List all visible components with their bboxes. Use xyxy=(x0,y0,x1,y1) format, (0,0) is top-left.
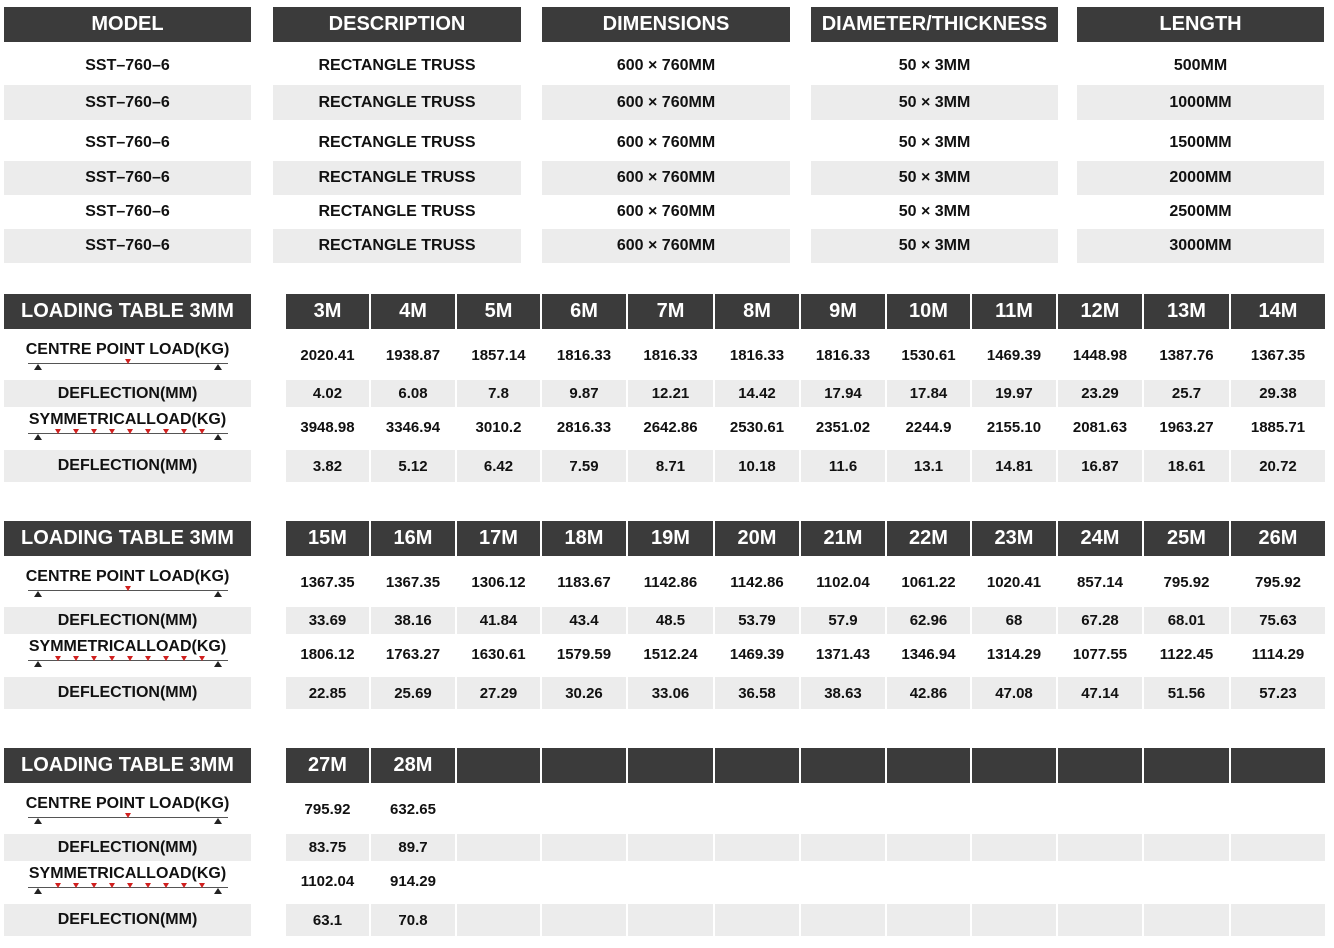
load-value-cell: 25.7 xyxy=(1144,380,1229,407)
load-value-cell: 38.63 xyxy=(801,677,885,709)
table-cell: 500MM xyxy=(1173,57,1228,74)
table-cell: RECTANGLE TRUSS xyxy=(318,57,476,74)
load-value-cell: 1346.94 xyxy=(901,645,956,663)
span-header: 22M xyxy=(887,521,970,556)
row-label xyxy=(4,793,251,826)
load-value-cell xyxy=(457,834,540,861)
column-header: DESCRIPTION xyxy=(273,7,521,42)
load-value-cell: 33.06 xyxy=(628,677,713,709)
point-load-diagram-icon xyxy=(28,587,228,597)
span-header: 6M xyxy=(542,294,626,329)
row-label-text: DEFLECTION(MM) xyxy=(57,911,198,928)
load-arrow-icon xyxy=(127,883,133,888)
load-value-cell xyxy=(887,834,970,861)
load-value-cell: 1102.04 xyxy=(816,574,870,591)
load-arrow-icon xyxy=(199,883,205,888)
load-arrow-icon xyxy=(73,429,79,434)
load-value-cell: 33.69 xyxy=(286,607,369,634)
table-cell: 50 × 3MM xyxy=(811,85,1058,120)
support-icon xyxy=(214,434,222,440)
row-label-text: SYMMETRICALLOAD(KG) xyxy=(28,865,227,882)
load-value-cell xyxy=(542,834,626,861)
load-value-cell xyxy=(715,904,799,936)
load-value-cell xyxy=(972,904,1056,936)
load-value-cell: 2530.61 xyxy=(729,418,785,436)
row-label xyxy=(4,566,251,599)
load-value-cell xyxy=(715,793,799,826)
load-value-cell xyxy=(628,863,713,899)
load-value-cell: 89.7 xyxy=(371,834,455,861)
load-value-cell xyxy=(1144,793,1229,826)
load-arrow-icon xyxy=(125,359,131,364)
table-cell: 600 × 760MM xyxy=(542,85,790,120)
loading-table xyxy=(0,294,1334,494)
load-arrow-icon xyxy=(199,656,205,661)
load-value-cell: 1387.76 xyxy=(1159,347,1214,364)
load-arrow-icon xyxy=(145,656,151,661)
span-header xyxy=(715,748,799,783)
row-label xyxy=(4,863,251,899)
load-value-cell: 1367.35 xyxy=(1250,347,1306,364)
load-value-cell: 14.42 xyxy=(715,380,799,407)
load-value-cell: 8.71 xyxy=(628,450,713,482)
load-value-cell: 1938.87 xyxy=(385,347,441,364)
load-value-cell: 1114.29 xyxy=(1251,645,1305,663)
support-icon xyxy=(34,661,42,667)
load-value-cell: 13.1 xyxy=(887,450,970,482)
load-value-cell xyxy=(1058,904,1142,936)
table-cell: 50 × 3MM xyxy=(811,229,1058,263)
load-value-cell xyxy=(972,793,1056,826)
load-value-cell xyxy=(542,904,626,936)
load-value-cell: 2081.63 xyxy=(1072,418,1128,436)
support-icon xyxy=(34,364,42,370)
span-header: 15M xyxy=(286,521,369,556)
load-value-cell: 75.63 xyxy=(1231,607,1325,634)
load-arrow-icon xyxy=(125,586,131,591)
load-value-cell xyxy=(715,834,799,861)
row-label-text: DEFLECTION(MM) xyxy=(57,457,198,474)
load-value-cell xyxy=(887,793,970,826)
load-value-cell: 2244.9 xyxy=(905,418,952,436)
load-value-cell xyxy=(1231,793,1325,826)
span-header: 11M xyxy=(972,294,1056,329)
table-cell: 50 × 3MM xyxy=(898,202,971,220)
load-value-cell: 20.72 xyxy=(1231,450,1325,482)
load-value-cell: 1183.67 xyxy=(557,574,611,591)
load-value-cell: 795.92 xyxy=(1255,574,1301,591)
span-header xyxy=(1144,748,1229,783)
load-value-cell xyxy=(1144,834,1229,861)
support-icon xyxy=(214,888,222,894)
row-label xyxy=(4,450,251,482)
span-header: 17M xyxy=(457,521,540,556)
load-value-cell: 68.01 xyxy=(1144,607,1229,634)
load-value-cell: 1102.04 xyxy=(300,872,355,890)
table-cell: 50 × 3MM xyxy=(898,57,971,74)
load-value-cell xyxy=(1231,834,1325,861)
support-icon xyxy=(214,591,222,597)
load-value-cell: 1306.12 xyxy=(471,574,526,591)
load-arrow-icon xyxy=(109,429,115,434)
table-cell: SST–760–6 xyxy=(85,57,170,74)
load-value-cell xyxy=(1231,863,1325,899)
load-value-cell: 1579.59 xyxy=(556,645,612,663)
span-header: 8M xyxy=(715,294,799,329)
table-cell: SST–760–6 xyxy=(85,133,170,151)
loading-table-title: LOADING TABLE 3MM xyxy=(4,294,251,329)
load-value-cell: 16.87 xyxy=(1058,450,1142,482)
load-value-cell: 3346.94 xyxy=(385,418,441,436)
load-value-cell: 1816.33 xyxy=(643,347,698,364)
load-value-cell: 48.5 xyxy=(628,607,713,634)
load-value-cell: 62.96 xyxy=(887,607,970,634)
table-cell: 50 × 3MM xyxy=(811,161,1058,195)
load-value-cell: 795.92 xyxy=(304,801,351,818)
support-icon xyxy=(214,818,222,824)
load-value-cell: 6.08 xyxy=(371,380,455,407)
load-value-cell xyxy=(1058,863,1142,899)
row-label xyxy=(4,677,251,709)
load-arrow-icon xyxy=(163,883,169,888)
load-arrow-icon xyxy=(109,883,115,888)
load-value-cell: 1061.22 xyxy=(901,574,956,591)
column-header: MODEL xyxy=(4,7,251,42)
load-value-cell xyxy=(457,863,540,899)
load-value-cell: 17.94 xyxy=(801,380,885,407)
load-value-cell: 1469.39 xyxy=(986,347,1042,364)
load-value-cell: 70.8 xyxy=(371,904,455,936)
load-value-cell: 51.56 xyxy=(1144,677,1229,709)
load-value-cell: 10.18 xyxy=(715,450,799,482)
load-value-cell: 22.85 xyxy=(286,677,369,709)
distributed-load-diagram-icon xyxy=(28,430,228,440)
row-label-text: DEFLECTION(MM) xyxy=(57,384,198,402)
load-value-cell: 57.23 xyxy=(1231,677,1325,709)
load-value-cell: 2155.10 xyxy=(986,418,1042,436)
load-value-cell: 6.42 xyxy=(457,450,540,482)
row-label-text: CENTRE POINT LOAD(KG) xyxy=(25,568,230,585)
span-header xyxy=(801,748,885,783)
span-header: 20M xyxy=(715,521,799,556)
load-value-cell: 23.29 xyxy=(1058,380,1142,407)
load-value-cell: 42.86 xyxy=(887,677,970,709)
load-value-cell: 4.02 xyxy=(286,380,369,407)
row-label-text: DEFLECTION(MM) xyxy=(57,838,198,856)
load-arrow-icon xyxy=(91,656,97,661)
load-value-cell: 1448.98 xyxy=(1072,347,1128,364)
load-value-cell xyxy=(1144,904,1229,936)
load-arrow-icon xyxy=(181,429,187,434)
loading-table xyxy=(0,521,1334,721)
load-value-cell: 1020.41 xyxy=(986,574,1042,591)
load-value-cell: 1314.29 xyxy=(986,645,1042,663)
load-value-cell: 1816.33 xyxy=(729,347,785,364)
load-arrow-icon xyxy=(55,883,61,888)
load-value-cell: 2642.86 xyxy=(643,418,698,436)
table-cell: RECTANGLE TRUSS xyxy=(273,229,521,263)
table-cell: 3000MM xyxy=(1077,229,1324,263)
load-value-cell: 1142.86 xyxy=(730,574,784,591)
support-icon xyxy=(34,818,42,824)
table-cell: 1500MM xyxy=(1169,133,1232,151)
load-value-cell: 1367.35 xyxy=(385,574,441,591)
table-cell: 600 × 760MM xyxy=(616,202,716,220)
load-arrow-icon xyxy=(125,813,131,818)
load-value-cell: 53.79 xyxy=(715,607,799,634)
load-value-cell xyxy=(628,904,713,936)
span-header xyxy=(972,748,1056,783)
load-value-cell: 1763.27 xyxy=(385,645,441,663)
load-arrow-icon xyxy=(199,429,205,434)
load-value-cell: 7.8 xyxy=(457,380,540,407)
load-value-cell: 1122.45 xyxy=(1159,645,1214,663)
load-value-cell xyxy=(715,863,799,899)
loading-table-title: LOADING TABLE 3MM xyxy=(4,748,251,783)
span-header: 23M xyxy=(972,521,1056,556)
load-value-cell: 29.38 xyxy=(1231,380,1325,407)
load-value-cell: 57.9 xyxy=(801,607,885,634)
load-value-cell xyxy=(801,904,885,936)
load-value-cell: 1371.43 xyxy=(815,645,871,663)
table-cell: SST–760–6 xyxy=(4,161,251,195)
span-header xyxy=(887,748,970,783)
load-value-cell: 27.29 xyxy=(457,677,540,709)
load-arrow-icon xyxy=(181,656,187,661)
load-value-cell xyxy=(1231,904,1325,936)
load-value-cell xyxy=(628,793,713,826)
load-arrow-icon xyxy=(91,429,97,434)
load-value-cell xyxy=(972,863,1056,899)
load-value-cell: 5.12 xyxy=(371,450,455,482)
row-label xyxy=(4,904,251,936)
load-value-cell: 1530.61 xyxy=(901,347,956,364)
load-value-cell xyxy=(1058,834,1142,861)
load-value-cell: 795.92 xyxy=(1163,574,1210,591)
row-label xyxy=(4,409,251,445)
load-value-cell: 1512.24 xyxy=(643,645,698,663)
load-value-cell: 1806.12 xyxy=(300,645,355,663)
span-header: 27M xyxy=(286,748,369,783)
load-value-cell: 11.6 xyxy=(801,450,885,482)
load-value-cell xyxy=(972,834,1056,861)
span-header: 12M xyxy=(1058,294,1142,329)
table-cell: 50 × 3MM xyxy=(898,133,971,151)
load-value-cell: 1367.35 xyxy=(300,574,355,591)
span-header: 16M xyxy=(371,521,455,556)
distributed-load-diagram-icon xyxy=(28,884,228,894)
load-value-cell: 25.69 xyxy=(371,677,455,709)
load-value-cell: 1963.27 xyxy=(1159,418,1214,436)
table-cell: RECTANGLE TRUSS xyxy=(318,202,476,220)
load-value-cell xyxy=(457,904,540,936)
table-cell: SST–760–6 xyxy=(85,202,170,220)
load-value-cell xyxy=(887,904,970,936)
load-arrow-icon xyxy=(73,883,79,888)
span-header: 4M xyxy=(371,294,455,329)
load-value-cell: 2816.33 xyxy=(556,418,612,436)
row-label-text: SYMMETRICALLOAD(KG) xyxy=(28,411,227,428)
load-arrow-icon xyxy=(181,883,187,888)
load-value-cell: 38.16 xyxy=(371,607,455,634)
span-header xyxy=(1058,748,1142,783)
span-header: 10M xyxy=(887,294,970,329)
load-value-cell: 68 xyxy=(972,607,1056,634)
load-arrow-icon xyxy=(55,656,61,661)
table-cell: 600 × 760MM xyxy=(616,133,716,151)
span-header: 5M xyxy=(457,294,540,329)
row-label xyxy=(4,636,251,672)
support-icon xyxy=(34,434,42,440)
row-label-text: CENTRE POINT LOAD(KG) xyxy=(25,795,230,812)
load-value-cell: 1816.33 xyxy=(556,347,612,364)
support-icon xyxy=(34,591,42,597)
support-icon xyxy=(34,888,42,894)
load-value-cell xyxy=(1144,863,1229,899)
load-value-cell xyxy=(1058,793,1142,826)
span-header: 25M xyxy=(1144,521,1229,556)
load-value-cell: 1630.61 xyxy=(471,645,526,663)
load-value-cell: 63.1 xyxy=(286,904,369,936)
point-load-diagram-icon xyxy=(28,360,228,370)
load-arrow-icon xyxy=(163,429,169,434)
load-arrow-icon xyxy=(145,883,151,888)
row-label-text: CENTRE POINT LOAD(KG) xyxy=(25,341,230,358)
load-value-cell: 632.65 xyxy=(390,801,436,818)
load-value-cell: 19.97 xyxy=(972,380,1056,407)
load-arrow-icon xyxy=(73,656,79,661)
load-value-cell xyxy=(457,793,540,826)
support-icon xyxy=(214,661,222,667)
span-header: 28M xyxy=(371,748,455,783)
load-value-cell: 18.61 xyxy=(1144,450,1229,482)
span-header: 19M xyxy=(628,521,713,556)
load-arrow-icon xyxy=(55,429,61,434)
span-header: 14M xyxy=(1231,294,1325,329)
load-value-cell: 43.4 xyxy=(542,607,626,634)
table-cell: RECTANGLE TRUSS xyxy=(273,85,521,120)
table-cell: SST–760–6 xyxy=(4,85,251,120)
row-label xyxy=(4,834,251,861)
span-header xyxy=(542,748,626,783)
column-header: DIMENSIONS xyxy=(542,7,790,42)
table-cell: 600 × 760MM xyxy=(616,57,716,74)
load-value-cell: 17.84 xyxy=(887,380,970,407)
row-label-text: DEFLECTION(MM) xyxy=(57,684,198,701)
span-header: 26M xyxy=(1231,521,1325,556)
load-arrow-icon xyxy=(127,429,133,434)
load-arrow-icon xyxy=(145,429,151,434)
load-value-cell: 1077.55 xyxy=(1072,645,1128,663)
load-value-cell: 30.26 xyxy=(542,677,626,709)
span-header xyxy=(457,748,540,783)
load-value-cell xyxy=(628,834,713,861)
row-label xyxy=(4,339,251,372)
load-value-cell: 47.08 xyxy=(972,677,1056,709)
load-value-cell: 1857.14 xyxy=(471,347,526,364)
load-arrow-icon xyxy=(109,656,115,661)
table-cell: 2500MM xyxy=(1169,202,1232,220)
distributed-load-diagram-icon xyxy=(28,657,228,667)
loading-table xyxy=(0,748,1334,948)
load-arrow-icon xyxy=(127,656,133,661)
span-header xyxy=(1231,748,1325,783)
load-value-cell xyxy=(801,863,885,899)
column-header: LENGTH xyxy=(1077,7,1324,42)
span-header: 13M xyxy=(1144,294,1229,329)
table-cell: 600 × 760MM xyxy=(542,229,790,263)
table-cell: RECTANGLE TRUSS xyxy=(318,133,476,151)
support-icon xyxy=(214,364,222,370)
load-value-cell xyxy=(542,793,626,826)
load-value-cell: 3948.98 xyxy=(300,418,355,436)
span-header: 18M xyxy=(542,521,626,556)
row-label-text: SYMMETRICALLOAD(KG) xyxy=(28,638,227,655)
load-value-cell: 83.75 xyxy=(286,834,369,861)
load-value-cell: 2020.41 xyxy=(300,347,355,364)
span-header: 7M xyxy=(628,294,713,329)
load-arrow-icon xyxy=(91,883,97,888)
span-header: 21M xyxy=(801,521,885,556)
load-value-cell: 1469.39 xyxy=(729,645,785,663)
table-cell: RECTANGLE TRUSS xyxy=(273,161,521,195)
span-header xyxy=(628,748,713,783)
load-value-cell: 67.28 xyxy=(1058,607,1142,634)
load-value-cell: 47.14 xyxy=(1058,677,1142,709)
load-value-cell: 12.21 xyxy=(628,380,713,407)
load-value-cell: 36.58 xyxy=(715,677,799,709)
table-cell: SST–760–6 xyxy=(4,229,251,263)
load-arrow-icon xyxy=(163,656,169,661)
span-header: 3M xyxy=(286,294,369,329)
table-cell: 2000MM xyxy=(1077,161,1324,195)
column-header: DIAMETER/THICKNESS xyxy=(811,7,1058,42)
load-value-cell xyxy=(542,863,626,899)
load-value-cell: 14.81 xyxy=(972,450,1056,482)
load-value-cell: 1142.86 xyxy=(643,574,698,591)
point-load-diagram-icon xyxy=(28,814,228,824)
loading-table-title: LOADING TABLE 3MM xyxy=(4,521,251,556)
load-value-cell: 9.87 xyxy=(542,380,626,407)
load-value-cell xyxy=(887,863,970,899)
load-value-cell: 857.14 xyxy=(1077,574,1123,591)
load-value-cell xyxy=(801,793,885,826)
product-spec-table xyxy=(0,0,1334,270)
load-value-cell: 7.59 xyxy=(542,450,626,482)
load-value-cell: 41.84 xyxy=(457,607,540,634)
load-value-cell xyxy=(801,834,885,861)
load-value-cell: 914.29 xyxy=(390,872,436,890)
load-value-cell: 2351.02 xyxy=(815,418,871,436)
table-cell: 600 × 760MM xyxy=(542,161,790,195)
load-value-cell: 1816.33 xyxy=(815,347,871,364)
load-value-cell: 3010.2 xyxy=(475,418,522,436)
load-value-cell: 1885.71 xyxy=(1250,418,1306,436)
load-value-cell: 3.82 xyxy=(286,450,369,482)
row-label xyxy=(4,380,251,407)
table-cell: 1000MM xyxy=(1077,85,1324,120)
span-header: 24M xyxy=(1058,521,1142,556)
row-label-text: DEFLECTION(MM) xyxy=(57,611,198,629)
row-label xyxy=(4,607,251,634)
span-header: 9M xyxy=(801,294,885,329)
